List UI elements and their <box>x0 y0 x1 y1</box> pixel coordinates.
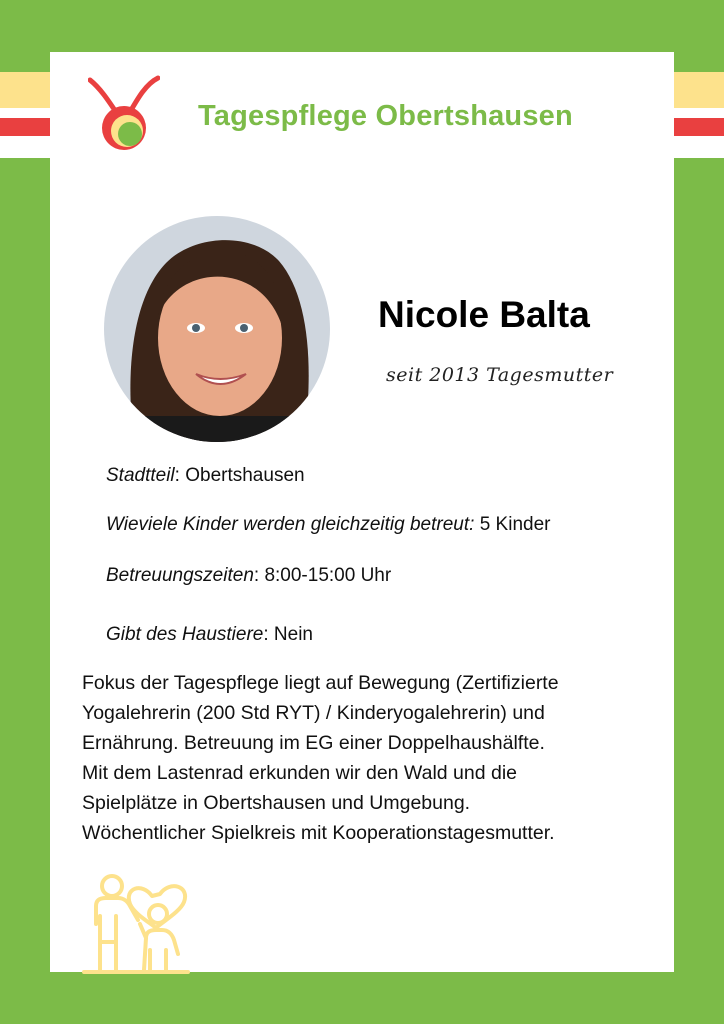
info-value: 8:00-15:00 Uhr <box>264 565 392 586</box>
description-line: Mit dem Lastenrad erkunden wir den Wald und die <box>82 762 518 784</box>
profile-since: seit 2013 Tagesmutter <box>386 364 614 386</box>
description-line: Ernährung. Betreuung im EG einer Doppelhaushälfte. <box>82 732 545 754</box>
info-label: Wieviele Kinder werden gleichzeitig betreut: <box>106 514 475 535</box>
stripe-red-right <box>674 118 724 136</box>
info-hours <box>106 565 391 587</box>
stripe-white-left-2 <box>0 136 50 158</box>
info-sep: : <box>174 465 186 486</box>
info-pets <box>106 624 313 646</box>
info-sep: : <box>263 624 274 645</box>
info-district <box>106 465 305 487</box>
profile-photo <box>104 216 330 442</box>
info-sep: : <box>253 565 265 586</box>
info-children <box>106 514 550 536</box>
stripe-white-right <box>674 108 724 118</box>
stripe-white-right-2 <box>674 136 724 158</box>
stripe-white-left <box>0 108 50 118</box>
info-value: Obertshausen <box>185 465 305 486</box>
description-line: Yogalehrerin (200 Std RYT) / Kinderyogalehrerin) und <box>82 702 545 724</box>
brand-title: Tagespflege Obertshausen <box>198 100 573 132</box>
info-label: Gibt des Haustiere <box>106 624 264 645</box>
info-label: Betreuungszeiten <box>106 565 254 586</box>
stripe-yellow-right <box>674 72 724 108</box>
info-value: 5 Kinder <box>479 514 551 535</box>
snail-logo-icon <box>88 72 160 152</box>
info-label: Stadtteil <box>106 465 175 486</box>
info-value: Nein <box>273 624 313 645</box>
profile-name: Nicole Balta <box>378 294 590 335</box>
description <box>82 668 662 848</box>
stripe-red-left <box>0 118 50 136</box>
description-line: Fokus der Tagespflege liegt auf Bewegung (Zertifizierte <box>82 672 559 694</box>
parent-child-heart-icon <box>80 866 192 976</box>
description-line: Wöchentlicher Spielkreis mit Kooperationstagesmutter. <box>82 822 555 844</box>
description-line: Spielplätze in Obertshausen und Umgebung. <box>82 792 471 814</box>
stripe-yellow-left <box>0 72 50 108</box>
